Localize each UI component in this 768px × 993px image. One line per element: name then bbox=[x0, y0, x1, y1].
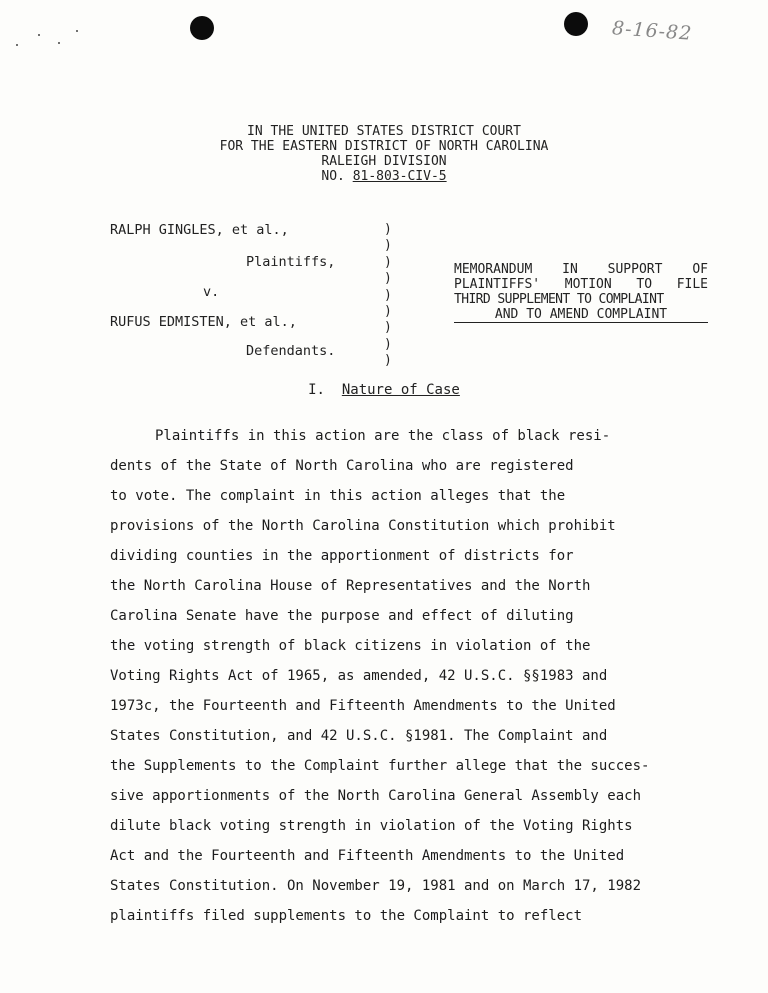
body-text-line: Voting Rights Act of 1965, as amended, 42 U.S.C. §§1983 and bbox=[110, 668, 608, 684]
body-text-line: the Supplements to the Complaint further allege that the succes- bbox=[110, 758, 650, 774]
scan-speck bbox=[16, 44, 18, 46]
memorandum-title bbox=[454, 262, 708, 323]
section-title: Nature of Case bbox=[341, 382, 460, 398]
body-text-line: dents of the State of North Carolina who are registered bbox=[110, 458, 574, 474]
case-number-prefix: NO. bbox=[321, 169, 345, 184]
body-text-line: States Constitution, and 42 U.S.C. §1981. The Complaint and bbox=[110, 728, 608, 744]
memo-title-line2: PLAINTIFFS' MOTION TO FILE bbox=[454, 277, 708, 292]
scan-speck bbox=[38, 34, 40, 36]
body-text-line: to vote. The complaint in this action alleges that the bbox=[110, 488, 566, 504]
caption-parentheses: ) ) ) ) ) ) ) ) ) bbox=[384, 222, 392, 369]
section-number: I. bbox=[308, 382, 325, 398]
body-text-line: sive apportionments of the North Carolina General Assembly each bbox=[110, 788, 642, 804]
scan-speck bbox=[76, 30, 78, 32]
body-text-line: Carolina Senate have the purpose and effect of diluting bbox=[110, 608, 574, 624]
court-name-line1: IN THE UNITED STATES DISTRICT COURT bbox=[247, 124, 521, 139]
body-text-line: 1973c, the Fourteenth and Fifteenth Amendments to the United bbox=[110, 698, 616, 714]
body-text-line: Plaintiffs in this action are the class of black resi- bbox=[155, 428, 611, 444]
body-text-line: provisions of the North Carolina Constitution which prohibit bbox=[110, 518, 616, 534]
court-caption bbox=[0, 124, 768, 184]
body-text-line: the North Carolina House of Representatives and the North bbox=[110, 578, 591, 594]
body-text-line: Act and the Fourteenth and Fifteenth Amendments to the United bbox=[110, 848, 625, 864]
punch-hole-right bbox=[564, 12, 588, 36]
section-heading bbox=[0, 382, 768, 398]
body-text-line: dilute black voting strength in violation of the Voting Rights bbox=[110, 818, 633, 834]
memo-title-line1: MEMORANDUM IN SUPPORT OF bbox=[454, 262, 708, 277]
defendant-role: Defendants. bbox=[246, 343, 336, 359]
plaintiff-name: RALPH GINGLES, et al., bbox=[110, 222, 289, 238]
case-number bbox=[0, 169, 768, 184]
body-text-line: dividing counties in the apportionment of districts for bbox=[110, 548, 574, 564]
versus-label: v. bbox=[203, 284, 220, 300]
plaintiff-role: Plaintiffs, bbox=[246, 254, 336, 270]
scan-speck bbox=[58, 42, 60, 44]
court-name-line2: FOR THE EASTERN DISTRICT OF NORTH CAROLINA bbox=[219, 139, 549, 154]
court-division: RALEIGH DIVISION bbox=[321, 154, 447, 169]
body-text-line: States Constitution. On November 19, 1981 and on March 17, 1982 bbox=[110, 878, 642, 894]
punch-hole-left bbox=[190, 16, 214, 40]
memo-title-line4: AND TO AMEND COMPLAINT bbox=[454, 307, 708, 323]
memo-title-line3: THIRD SUPPLEMENT TO COMPLAINT bbox=[454, 292, 664, 307]
case-number-value: 81-803-CIV-5 bbox=[352, 169, 447, 184]
defendant-name: RUFUS EDMISTEN, et al., bbox=[110, 314, 297, 330]
body-text-line: plaintiffs filed supplements to the Complaint to reflect bbox=[110, 908, 583, 924]
handwritten-date: 8-16-82 bbox=[611, 17, 693, 45]
body-text-line: the voting strength of black citizens in violation of the bbox=[110, 638, 591, 654]
